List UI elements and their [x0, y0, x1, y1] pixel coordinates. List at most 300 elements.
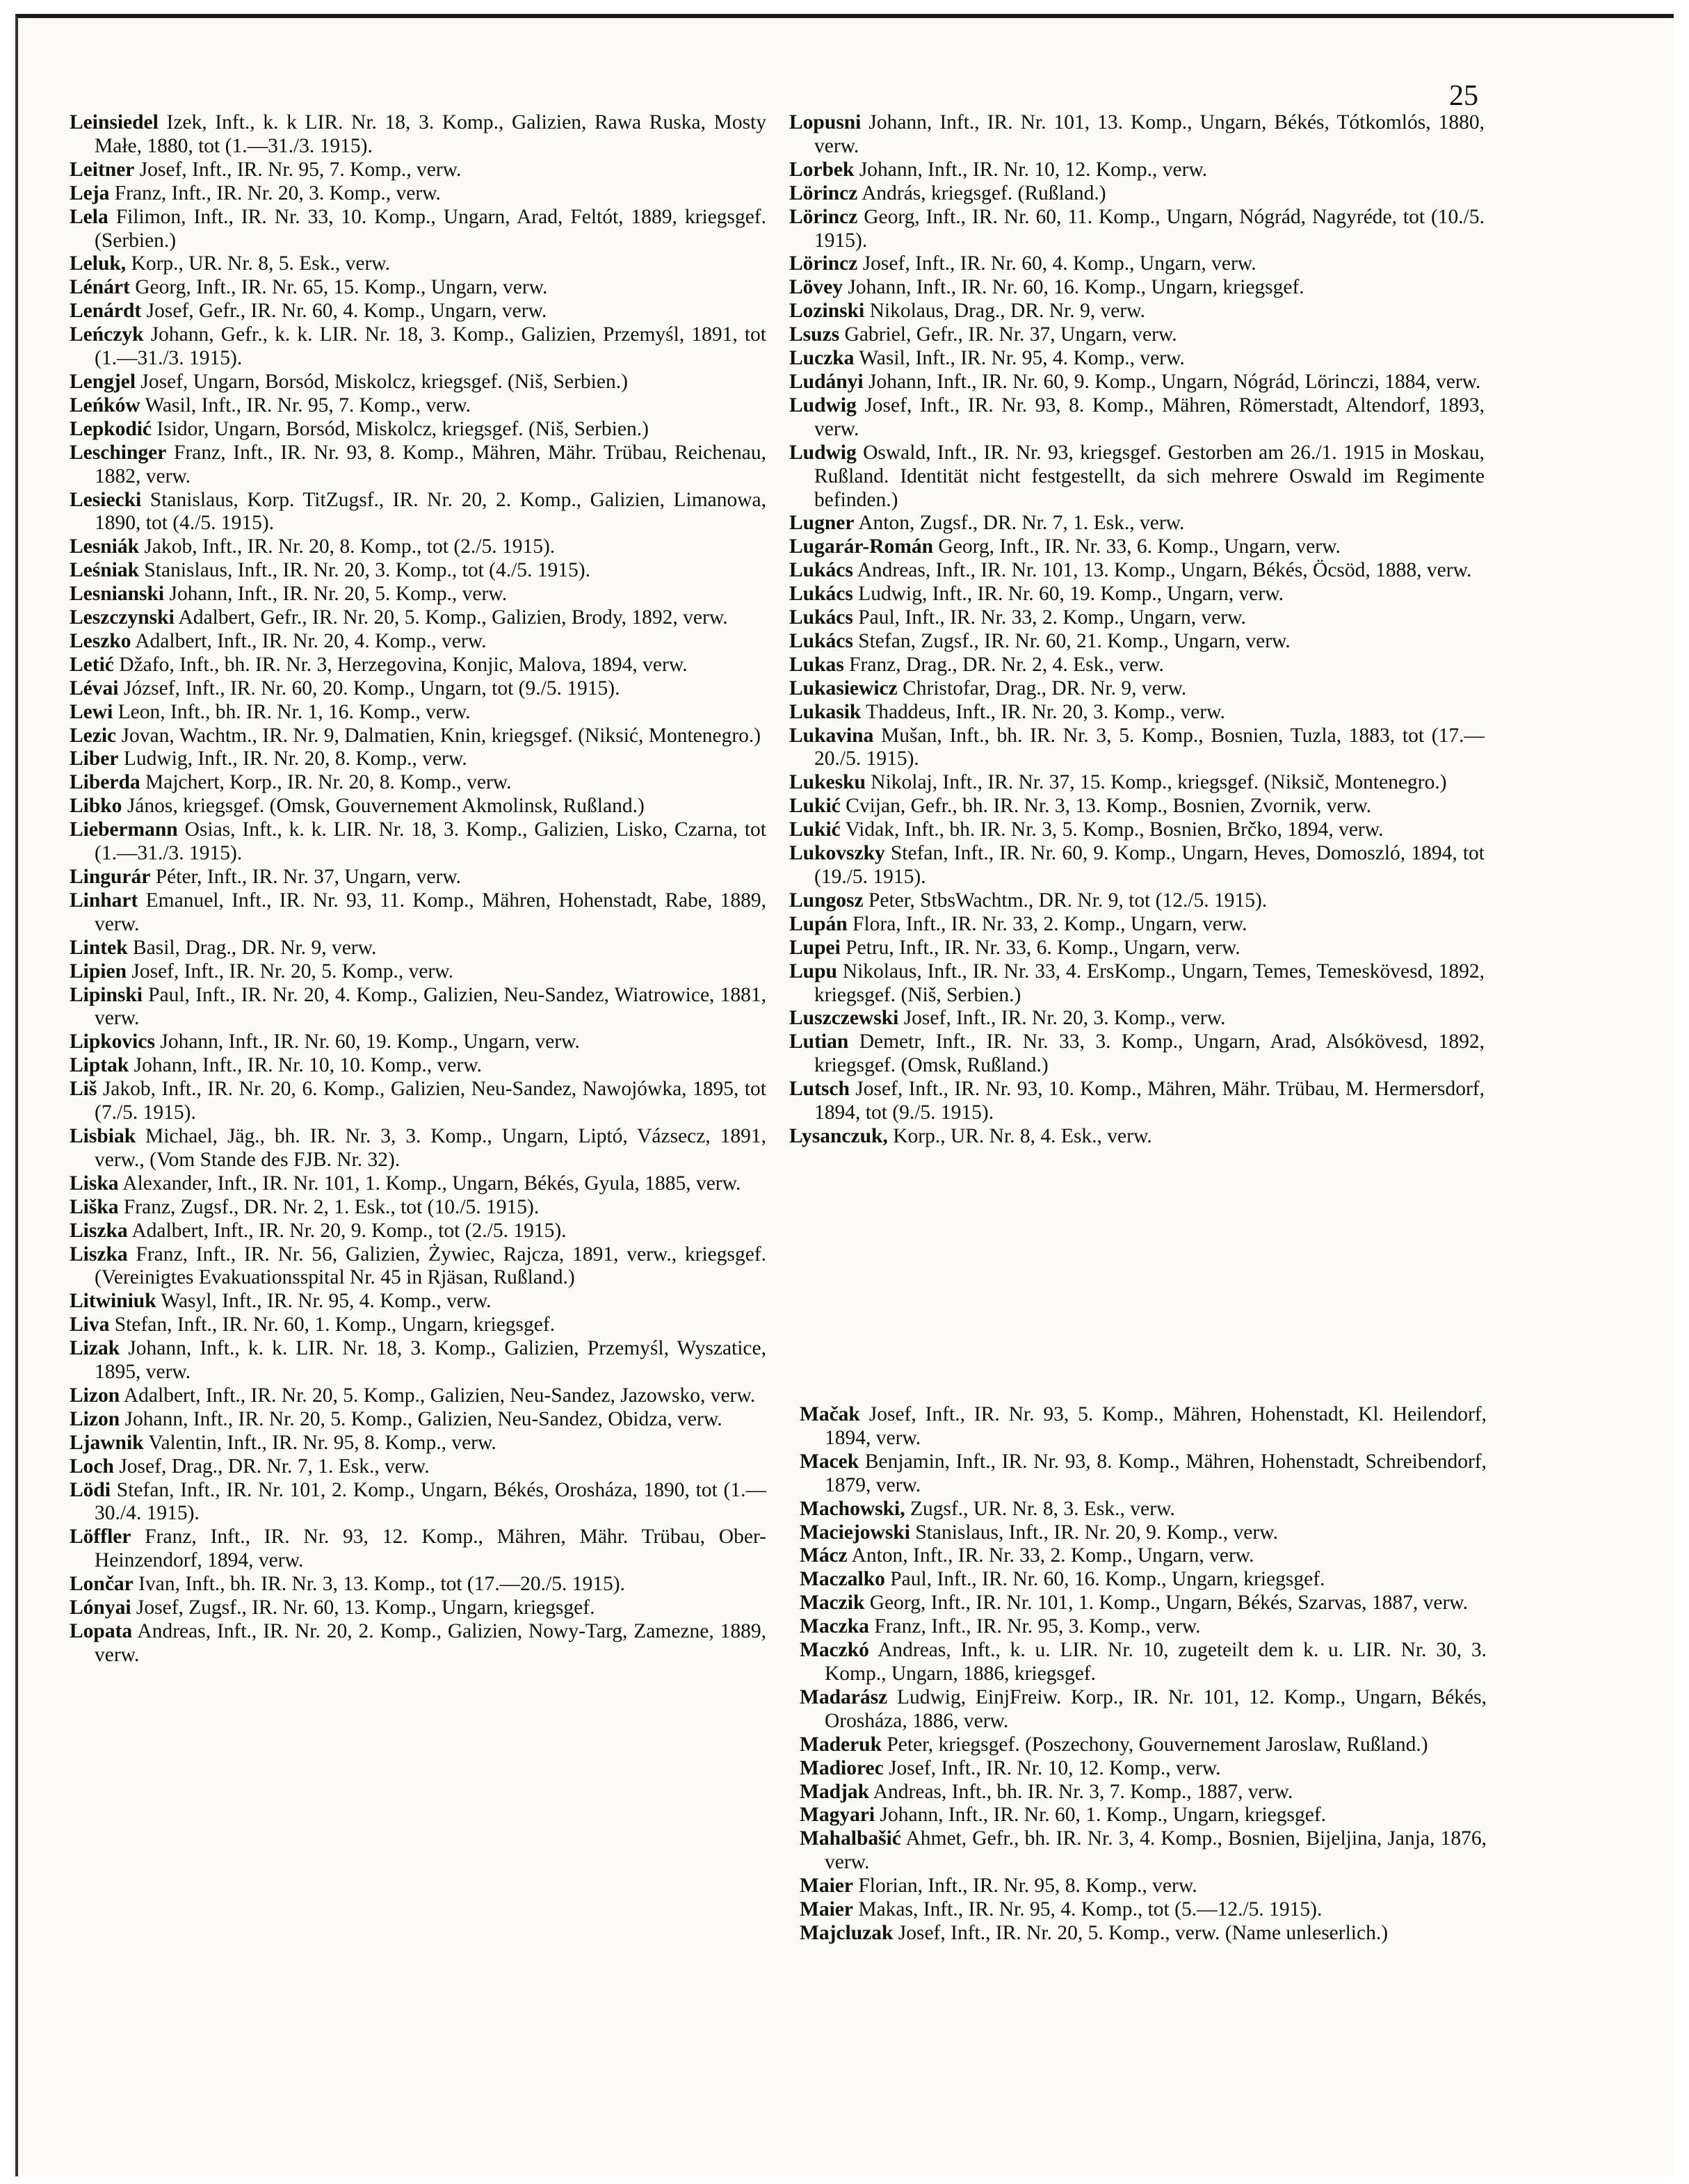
- entry-surname: Leszko: [70, 629, 131, 652]
- register-entry: [800, 1450, 1487, 1498]
- entry-surname: Lela: [70, 205, 108, 228]
- entry-details: Andreas, Inft., IR. Nr. 20, 2. Komp., Galizien, Nowy-Targ, Zamezne, 1889, verw.: [95, 1620, 766, 1666]
- register-entry: [789, 725, 1485, 772]
- entry-surname: Madiorec: [800, 1756, 884, 1779]
- entry-details: Izek, Inft., k. k LIR. Nr. 18, 3. Komp., Galizien, Rawa Ruska, Mosty Małe, 1880, tot (1.—31./3. 1915).: [95, 111, 766, 157]
- entry-details: Thaddeus, Inft., IR. Nr. 20, 3. Komp., verw.: [866, 700, 1225, 723]
- entry-details: Franz, Drag., DR. Nr. 2, 4. Esk., verw.: [849, 653, 1164, 676]
- register-entry: [789, 252, 1485, 276]
- entry-details: Josef, Inft., IR. Nr. 10, 12. Komp., verw.: [889, 1756, 1221, 1779]
- entry-surname: Lugarár-Román: [789, 535, 934, 558]
- register-entry: [789, 1078, 1485, 1125]
- register-entry: [789, 182, 1485, 206]
- entry-details: Nikolaj, Inft., IR. Nr. 37, 15. Komp., kriegsgef. (Niksič, Montenegro.): [871, 771, 1447, 794]
- register-entry: [789, 1007, 1485, 1030]
- register-entry: [789, 795, 1485, 818]
- register-entry: [70, 418, 766, 442]
- register-entry: [70, 677, 766, 701]
- register-entry: [789, 442, 1485, 512]
- entry-surname: Leńków: [70, 394, 140, 416]
- register-entry: [70, 252, 766, 276]
- register-entry: [789, 771, 1485, 795]
- entry-surname: Lezic: [70, 724, 117, 747]
- register-entry: [789, 1125, 1485, 1149]
- entry-details: József, Inft., IR. Nr. 60, 20. Komp., Ungarn, tot (9./5. 1915).: [123, 677, 620, 699]
- entry-surname: Lizak: [70, 1337, 120, 1360]
- entry-surname: Leszczynski: [70, 606, 175, 629]
- entry-surname: Lödi: [70, 1478, 111, 1501]
- entry-details: Makas, Inft., IR. Nr. 95, 4. Komp., tot (5.—12./5. 1915).: [858, 1898, 1323, 1921]
- entry-details: András, kriegsgef. (Rußland.): [862, 181, 1106, 204]
- register-entry: [800, 1781, 1487, 1804]
- register-entry: [70, 725, 766, 748]
- entry-surname: Lévai: [70, 677, 119, 699]
- register-entry: [70, 206, 766, 253]
- entry-surname: Lupei: [789, 936, 841, 959]
- entry-details: Nikolaus, Drag., DR. Nr. 9, verw.: [869, 300, 1145, 323]
- entry-surname: Lepkodić: [70, 417, 152, 440]
- entry-surname: Lesniák: [70, 535, 140, 558]
- entry-details: Florian, Inft., IR. Nr. 95, 8. Komp., verw.: [858, 1875, 1197, 1898]
- entry-details: Wasil, Inft., IR. Nr. 95, 4. Komp., verw.: [859, 347, 1185, 370]
- register-entry: [70, 1125, 766, 1172]
- register-entry: [800, 1639, 1487, 1686]
- entry-details: Adalbert, Inft., IR. Nr. 20, 9. Komp., tot (2./5. 1915).: [131, 1219, 567, 1242]
- entry-surname: Lopusni: [789, 111, 862, 134]
- register-entry: [70, 1220, 766, 1243]
- register-entry: [789, 559, 1485, 583]
- entry-details: Franz, Inft., IR. Nr. 93, 12. Komp., Mähren, Mähr. Trübau, Ober-Heinzendorf, 1894, verw.: [95, 1526, 767, 1572]
- entry-surname: Lukács: [789, 559, 853, 582]
- entry-details: Peter, StbsWachtm., DR. Nr. 9, tot (12./5. 1915).: [868, 889, 1268, 912]
- entry-surname: Maczka: [800, 1615, 869, 1638]
- entry-details: Nikolaus, Inft., IR. Nr. 33, 4. ErsKomp., Ungarn, Temes, Temeskövesd, 1892, kriegsgef. (Niš, Serbien.): [814, 960, 1485, 1006]
- register-entry: [789, 535, 1485, 559]
- entry-surname: Lukács: [789, 606, 853, 629]
- register-entry: [789, 347, 1485, 371]
- entry-details: Flora, Inft., IR. Nr. 33, 2. Komp., Ungarn, verw.: [852, 912, 1247, 935]
- register-entry: [789, 654, 1485, 677]
- register-entry: [789, 606, 1485, 630]
- entry-details: Franz, Inft., IR. Nr. 93, 8. Komp., Mähren, Mähr. Trübau, Reichenau, 1882, verw.: [95, 441, 767, 487]
- register-entry: [70, 535, 766, 559]
- entry-surname: Lizon: [70, 1407, 120, 1430]
- entry-surname: Lizon: [70, 1384, 120, 1407]
- entry-surname: Lugner: [789, 512, 855, 535]
- entry-details: Stanislaus, Korp. TitZugsf., IR. Nr. 20, 2. Komp., Galizien, Limanowa, 1890, tot (4./5. 1915).: [95, 488, 767, 535]
- entry-details: Stanislaus, Inft., IR. Nr. 20, 3. Komp., tot (4./5. 1915).: [144, 559, 590, 582]
- entry-details: Johann, Inft., IR. Nr. 20, 5. Komp., Galizien, Neu-Sandez, Obidza, verw.: [124, 1407, 722, 1430]
- entry-details: Josef, Inft., IR. Nr. 95, 7. Komp., verw.: [139, 158, 462, 181]
- entry-surname: Ludwig: [789, 441, 857, 464]
- entry-details: Josef, Drag., DR. Nr. 7, 1. Esk., verw.: [119, 1455, 430, 1478]
- entry-details: Johann, Gefr., k. k. LIR. Nr. 18, 3. Komp., Galizien, Przemyśl, 1891, tot (1.—31./3. 1915).: [95, 323, 767, 370]
- entry-details: János, kriegsgef. (Omsk, Gouvernement Akmolinsk, Rußland.): [127, 795, 645, 818]
- entry-surname: Maier: [800, 1875, 853, 1898]
- register-entry: [70, 1526, 766, 1573]
- entry-details: Andreas, Inft., k. u. LIR. Nr. 10, zugeteilt dem k. u. LIR. Nr. 30, 3. Komp., Ungarn, 1886, kriegsgef.: [825, 1639, 1487, 1685]
- register-entry: [70, 371, 766, 394]
- entry-details: Stefan, Inft., IR. Nr. 101, 2. Komp., Ungarn, Békés, Orosháza, 1890, tot (1.—30./4. 1915).: [95, 1478, 766, 1525]
- register-entry: [70, 1479, 766, 1526]
- register-entry: [800, 1898, 1487, 1922]
- entry-details: Georg, Inft., IR. Nr. 33, 6. Komp., Ungarn, verw.: [938, 535, 1341, 558]
- entry-surname: Lintek: [70, 936, 128, 959]
- entry-details: Peter, kriegsgef. (Poszechony, Gouvernement Jaroslaw, Rußland.): [887, 1733, 1428, 1756]
- entry-surname: Lupu: [789, 960, 837, 982]
- right-column-m-section: [800, 1403, 1487, 1946]
- entry-surname: Lengjel: [70, 370, 136, 393]
- entry-surname: Lipinski: [70, 983, 143, 1006]
- entry-surname: Lutian: [789, 1030, 849, 1053]
- entry-surname: Mácz: [800, 1544, 848, 1567]
- entry-surname: Ludwig: [789, 394, 857, 416]
- entry-surname: Lukács: [789, 583, 853, 606]
- entry-details: Paul, Inft., IR. Nr. 60, 16. Komp., Ungarn, kriegsgef.: [890, 1568, 1325, 1591]
- entry-details: Josef, Inft., IR. Nr. 93, 5. Komp., Mähren, Hohenstadt, Kl. Heilendorf, 1894, verw.: [825, 1403, 1487, 1449]
- register-entry: [70, 960, 766, 984]
- entry-surname: Liebermann: [70, 818, 178, 841]
- entry-details: Gabriel, Gefr., IR. Nr. 37, Ungarn, verw.: [844, 323, 1177, 346]
- entry-surname: Majcluzak: [800, 1921, 894, 1944]
- register-entry: [70, 300, 766, 323]
- entry-surname: Leńczyk: [70, 323, 144, 346]
- entry-surname: Lesnianski: [70, 583, 165, 606]
- entry-details: Stanislaus, Inft., IR. Nr. 20, 9. Komp., verw.: [915, 1521, 1278, 1544]
- entry-surname: Liszka: [70, 1219, 128, 1242]
- entry-surname: Lipien: [70, 960, 127, 982]
- register-entry: [789, 300, 1485, 323]
- register-entry: [789, 1030, 1485, 1078]
- register-entry: [70, 1196, 766, 1220]
- register-entry: [789, 583, 1485, 606]
- entry-surname: Lövey: [789, 276, 843, 299]
- entry-details: Johann, Inft., IR. Nr. 20, 5. Komp., verw.: [169, 583, 508, 606]
- entry-details: Péter, Inft., IR. Nr. 37, Ungarn, verw.: [155, 866, 462, 888]
- register-entry: [70, 1030, 766, 1054]
- entry-details: Johann, Inft., IR. Nr. 10, 12. Komp., verw.: [859, 158, 1208, 181]
- entry-details: Korp., UR. Nr. 8, 4. Esk., verw.: [893, 1124, 1152, 1147]
- entry-surname: Lingurár: [70, 866, 151, 888]
- entry-surname: Leitner: [70, 158, 135, 181]
- entry-surname: Luczka: [789, 347, 855, 370]
- entry-details: Wasil, Inft., IR. Nr. 95, 7. Komp., verw.: [145, 394, 471, 416]
- entry-details: Stefan, Inft., IR. Nr. 60, 1. Komp., Ungarn, kriegsgef.: [114, 1313, 556, 1336]
- register-entry: [800, 1757, 1487, 1781]
- entry-surname: Lukić: [789, 818, 841, 841]
- register-entry: [800, 1615, 1487, 1639]
- entry-surname: Mačak: [800, 1403, 860, 1425]
- entry-surname: Lutsch: [789, 1078, 850, 1101]
- entry-surname: Magyari: [800, 1804, 875, 1827]
- register-entry: [800, 1498, 1487, 1521]
- entry-surname: Lupán: [789, 912, 848, 935]
- entry-surname: Lörincz: [789, 181, 858, 204]
- entry-surname: Lisbiak: [70, 1124, 136, 1147]
- register-entry: [789, 159, 1485, 182]
- entry-surname: Lungosz: [789, 889, 864, 912]
- entry-details: Petru, Inft., IR. Nr. 33, 6. Komp., Ungarn, verw.: [846, 936, 1241, 959]
- entry-details: Zugsf., UR. Nr. 8, 3. Esk., verw.: [910, 1497, 1175, 1520]
- register-entry: [789, 323, 1485, 347]
- entry-details: Filimon, Inft., IR. Nr. 33, 10. Komp., Ungarn, Arad, Feltót, 1889, kriegsgef. (Serbien.): [95, 205, 767, 252]
- entry-surname: Ljawnik: [70, 1431, 144, 1454]
- register-entry: [789, 937, 1485, 960]
- entry-details: Josef, Inft., IR. Nr. 20, 3. Komp., verw.: [903, 1007, 1226, 1030]
- entry-details: Wasyl, Inft., IR. Nr. 95, 4. Komp., verw.: [161, 1290, 492, 1313]
- register-entry: [789, 394, 1485, 442]
- entry-details: Alexander, Inft., IR. Nr. 101, 1. Komp., Ungarn, Békés, Gyula, 1885, verw.: [122, 1172, 741, 1195]
- entry-surname: Lénárt: [70, 276, 130, 299]
- register-entry: [789, 889, 1485, 913]
- register-entry: [800, 1592, 1487, 1615]
- register-entry: [800, 1686, 1487, 1733]
- entry-details: Jovan, Wachtm., IR. Nr. 9, Dalmatien, Knin, kriegsgef. (Niksić, Montenegro.): [121, 724, 761, 747]
- register-entry: [789, 512, 1485, 535]
- register-entry: [70, 111, 766, 159]
- register-entry: [70, 1172, 766, 1196]
- entry-surname: Litwiniuk: [70, 1290, 156, 1313]
- entry-details: Georg, Inft., IR. Nr. 60, 11. Komp., Ungarn, Nógrád, Nagyréde, tot (10./5. 1915).: [814, 205, 1485, 252]
- entry-surname: Lončar: [70, 1573, 134, 1596]
- entry-details: Josef, Inft., IR. Nr. 20, 5. Komp., verw.: [131, 960, 454, 982]
- entry-details: Demetr, Inft., IR. Nr. 33, 3. Komp., Ungarn, Arad, Alsókövesd, 1892, kriegsgef. (Omsk, Rußland.): [814, 1030, 1485, 1077]
- entry-surname: Lopata: [70, 1620, 133, 1642]
- entry-surname: Lukić: [789, 795, 841, 818]
- entry-surname: Lukas: [789, 653, 844, 676]
- entry-details: Jakob, Inft., IR. Nr. 20, 8. Komp., tot (2./5. 1915).: [144, 535, 556, 558]
- register-entry: [800, 1544, 1487, 1568]
- register-entry: [789, 701, 1485, 725]
- register-entry: [70, 182, 766, 206]
- register-entry: [70, 747, 766, 771]
- register-entry: [70, 1408, 766, 1432]
- entry-details: Josef, Inft., IR. Nr. 93, 10. Komp., Mähren, Mähr. Trübau, M. Hermersdorf, 1894, tot (9./5. 1915).: [814, 1078, 1485, 1124]
- entry-details: Franz, Inft., IR. Nr. 20, 3. Komp., verw.: [114, 181, 441, 204]
- entry-surname: Liber: [70, 747, 119, 770]
- entry-details: Adalbert, Inft., IR. Nr. 20, 4. Komp., verw.: [135, 629, 487, 652]
- entry-details: Isidor, Ungarn, Borsód, Miskolcz, kriegsgef. (Niš, Serbien.): [156, 417, 649, 440]
- entry-surname: Leja: [70, 181, 110, 204]
- entry-details: Stefan, Zugsf., IR. Nr. 60, 21. Komp., Ungarn, verw.: [858, 629, 1291, 652]
- entry-details: Anton, Inft., IR. Nr. 33, 2. Komp., Ungarn, verw.: [851, 1544, 1254, 1567]
- register-entry: [800, 1875, 1487, 1898]
- register-entry: [70, 1596, 766, 1620]
- entry-details: Georg, Inft., IR. Nr. 101, 1. Komp., Ungarn, Békés, Szarvas, 1887, verw.: [869, 1592, 1469, 1615]
- entry-surname: Maderuk: [800, 1733, 882, 1756]
- entry-surname: Leluk,: [70, 252, 127, 275]
- register-entry: [789, 677, 1485, 701]
- entry-surname: Mahalbašić: [800, 1827, 901, 1850]
- right-column: [789, 111, 1485, 1149]
- register-entry: [70, 771, 766, 795]
- entry-surname: Maczik: [800, 1592, 865, 1615]
- entry-details: Paul, Inft., IR. Nr. 33, 2. Komp., Ungarn, verw.: [858, 606, 1246, 629]
- entry-details: Cvijan, Gefr., bh. IR. Nr. 3, 13. Komp., Bosnien, Zvornik, verw.: [846, 795, 1372, 818]
- register-entry: [70, 1337, 766, 1384]
- entry-details: Adalbert, Inft., IR. Nr. 20, 5. Komp., Galizien, Neu-Sandez, Jazowsko, verw.: [123, 1384, 756, 1407]
- entry-details: Michael, Jäg., bh. IR. Nr. 3, 3. Komp., Ungarn, Liptó, Vázsecz, 1891, verw., (Vom Stande des FJB. Nr. 32).: [95, 1124, 766, 1171]
- entry-details: Johann, Inft., IR. Nr. 101, 13. Komp., Ungarn, Békés, Tótkomlós, 1880, verw.: [814, 111, 1485, 157]
- register-entry: [70, 654, 766, 677]
- entry-details: Josef, Inft., IR. Nr. 20, 5. Komp., verw. (Name unleserlich.): [898, 1921, 1389, 1944]
- register-entry: [70, 583, 766, 606]
- entry-surname: Lukovszky: [789, 842, 885, 865]
- entry-details: Johann, Inft., IR. Nr. 60, 16. Komp., Ungarn, kriegsgef.: [848, 276, 1304, 299]
- entry-surname: Lewi: [70, 700, 113, 723]
- register-entry: [70, 442, 766, 489]
- entry-details: Adalbert, Gefr., IR. Nr. 20, 5. Komp., Galizien, Brody, 1892, verw.: [178, 606, 728, 629]
- entry-details: Ludwig, Inft., IR. Nr. 20, 8. Komp., verw.: [123, 747, 467, 770]
- entry-surname: Leinsiedel: [70, 111, 159, 134]
- entry-surname: Madarász: [800, 1685, 888, 1708]
- left-column: [70, 111, 766, 1667]
- register-entry: [800, 1403, 1487, 1450]
- register-entry: [789, 630, 1485, 654]
- entry-surname: Lukavina: [789, 724, 874, 747]
- entry-details: Jakob, Inft., IR. Nr. 20, 6. Komp., Galizien, Neu-Sandez, Nawojówka, 1895, tot (7./5. 1915).: [95, 1078, 767, 1124]
- entry-details: Josef, Inft., IR. Nr. 93, 8. Komp., Mähren, Römerstadt, Altendorf, 1893, verw.: [814, 394, 1485, 440]
- entry-details: Majchert, Korp., IR. Nr. 20, 8. Komp., verw.: [145, 771, 512, 794]
- entry-surname: Leschinger: [70, 441, 167, 464]
- register-entry: [70, 1455, 766, 1479]
- entry-surname: Libko: [70, 795, 122, 818]
- entry-surname: Leśniak: [70, 559, 140, 582]
- register-entry: [800, 1827, 1487, 1875]
- register-entry: [70, 866, 766, 889]
- entry-details: Basil, Drag., DR. Nr. 9, verw.: [132, 936, 377, 959]
- entry-details: Franz, Inft., IR. Nr. 95, 3. Komp., verw.: [874, 1615, 1201, 1638]
- entry-surname: Lukasik: [789, 700, 862, 723]
- entry-details: Johann, Inft., k. k. LIR. Nr. 18, 3. Komp., Galizien, Przemyśl, Wyszatice, 1895, verw.: [95, 1337, 766, 1384]
- register-entry: [800, 1568, 1487, 1592]
- entry-details: Franz, Zugsf., DR. Nr. 2, 1. Esk., tot (10./5. 1915).: [123, 1195, 540, 1218]
- register-entry: [70, 818, 766, 866]
- register-entry: [789, 111, 1485, 159]
- entry-surname: Maciejowski: [800, 1521, 910, 1544]
- register-entry: [800, 1521, 1487, 1545]
- register-entry: [70, 701, 766, 725]
- entry-details: Andreas, Inft., bh. IR. Nr. 3, 7. Komp., 1887, verw.: [873, 1780, 1293, 1803]
- register-entry: [70, 1384, 766, 1408]
- entry-surname: Machowski,: [800, 1497, 905, 1520]
- entry-surname: Liberda: [70, 771, 140, 794]
- register-entry: [70, 1078, 766, 1125]
- entry-surname: Lenárdt: [70, 300, 142, 323]
- entry-details: Ludwig, EinjFreiw. Korp., IR. Nr. 101, 12. Komp., Ungarn, Békés, Orosháza, 1886, verw.: [825, 1685, 1487, 1732]
- entry-surname: Linhart: [70, 889, 138, 912]
- entry-surname: Liška: [70, 1195, 119, 1218]
- entry-details: Osias, Inft., k. k. LIR. Nr. 18, 3. Komp., Galizien, Lisko, Czarna, tot (1.—31./3. 1915).: [95, 818, 766, 865]
- register-entry: [800, 1733, 1487, 1757]
- entry-surname: Maczalko: [800, 1568, 885, 1591]
- entry-details: Christofar, Drag., DR. Nr. 9, verw.: [903, 677, 1187, 699]
- entry-surname: Lsuzs: [789, 323, 840, 346]
- entry-details: Johann, Inft., IR. Nr. 60, 1. Komp., Ungarn, kriegsgef.: [880, 1804, 1327, 1827]
- entry-details: Josef, Zugsf., IR. Nr. 60, 13. Komp., Ungarn, kriegsgef.: [136, 1596, 595, 1619]
- register-entry: [789, 371, 1485, 394]
- register-entry: [70, 606, 766, 630]
- entry-details: Johann, Inft., IR. Nr. 60, 19. Komp., Ungarn, verw.: [160, 1030, 580, 1053]
- register-entry: [70, 630, 766, 654]
- register-entry: [789, 960, 1485, 1008]
- register-entry: [70, 1054, 766, 1078]
- entry-surname: Lysanczuk,: [789, 1124, 888, 1147]
- register-entry: [70, 394, 766, 418]
- register-entry: [800, 1804, 1487, 1827]
- entry-details: Mušan, Inft., bh. IR. Nr. 3, 5. Komp., Bosnien, Tuzla, 1883, tot (17.—20./5. 1915).: [814, 724, 1485, 770]
- entry-details: Benjamin, Inft., IR. Nr. 93, 8. Komp., Mähren, Hohenstadt, Schreibendorf, 1879, verw.: [825, 1450, 1487, 1496]
- register-entry: [70, 1432, 766, 1455]
- entry-details: Stefan, Inft., IR. Nr. 60, 9. Komp., Ungarn, Heves, Domoszló, 1894, tot (19./5. 1915).: [814, 842, 1485, 888]
- entry-surname: Lozinski: [789, 300, 865, 323]
- entry-surname: Maier: [800, 1898, 853, 1921]
- entry-surname: Liva: [70, 1313, 110, 1336]
- entry-details: Korp., UR. Nr. 8, 5. Esk., verw.: [131, 252, 391, 275]
- register-entry: [70, 1313, 766, 1337]
- register-entry: [70, 937, 766, 960]
- entry-surname: Lukesku: [789, 771, 866, 794]
- page-number: 25: [1449, 80, 1478, 112]
- entry-details: Andreas, Inft., IR. Nr. 101, 13. Komp., Ungarn, Békés, Öcsöd, 1888, verw.: [857, 559, 1472, 582]
- entry-surname: Macek: [800, 1450, 859, 1473]
- entry-details: Johann, Inft., IR. Nr. 60, 9. Komp., Ungarn, Nógrád, Lörinczi, 1884, verw.: [868, 370, 1481, 393]
- register-entry: [789, 842, 1485, 889]
- entry-details: Josef, Ungarn, Borsód, Miskolcz, kriegsgef. (Niš, Serbien.): [140, 370, 628, 393]
- entry-details: Ivan, Inft., bh. IR. Nr. 3, 13. Komp., tot (17.—20./5. 1915).: [138, 1573, 625, 1596]
- entry-details: Josef, Inft., IR. Nr. 60, 4. Komp., Ungarn, verw.: [862, 252, 1256, 275]
- register-entry: [70, 276, 766, 300]
- entry-surname: Lipkovics: [70, 1030, 155, 1053]
- entry-surname: Letić: [70, 653, 114, 676]
- entry-details: Oswald, Inft., IR. Nr. 93, kriegsgef. Gestorben am 26./1. 1915 in Moskau, Rußland. Identität nicht festgestellt, da sich mehrere Oswald im Regimente befinden.): [814, 441, 1485, 511]
- entry-surname: Liš: [70, 1078, 97, 1101]
- entry-surname: Lukács: [789, 629, 853, 652]
- entry-details: Georg, Inft., IR. Nr. 65, 15. Komp., Ungarn, verw.: [135, 276, 548, 299]
- entry-surname: Lörincz: [789, 205, 858, 228]
- register-entry: [70, 323, 766, 371]
- entry-details: Leon, Inft., bh. IR. Nr. 1, 16. Komp., verw.: [118, 700, 471, 723]
- register-entry: [70, 559, 766, 583]
- register-entry: [70, 984, 766, 1031]
- entry-surname: Lónyai: [70, 1596, 131, 1619]
- entry-surname: Loch: [70, 1455, 114, 1478]
- entry-details: Džafo, Inft., bh. IR. Nr. 3, Herzegovina, Konjic, Malova, 1894, verw.: [119, 653, 688, 676]
- entry-surname: Löffler: [70, 1526, 131, 1548]
- entry-details: Franz, Inft., IR. Nr. 56, Galizien, Żywiec, Rajcza, 1891, verw., kriegsgef. (Vereinigtes Evakuationsspital Nr. 45 in Rjäsan, Rußland.): [95, 1243, 767, 1289]
- register-entry: [789, 206, 1485, 253]
- register-entry: [70, 795, 766, 818]
- entry-details: Paul, Inft., IR. Nr. 20, 4. Komp., Galizien, Neu-Sandez, Wiatrowice, 1881, verw.: [95, 983, 767, 1030]
- entry-surname: Lörincz: [789, 252, 858, 275]
- register-entry: [70, 1620, 766, 1667]
- register-entry: [789, 913, 1485, 937]
- entry-surname: Madjak: [800, 1780, 869, 1803]
- register-entry: [70, 1290, 766, 1313]
- entry-surname: Lorbek: [789, 158, 855, 181]
- entry-details: Vidak, Inft., bh. IR. Nr. 3, 5. Komp., Bosnien, Brčko, 1894, verw.: [845, 818, 1384, 841]
- entry-details: Ludwig, Inft., IR. Nr. 60, 19. Komp., Ungarn, verw.: [858, 583, 1284, 606]
- entry-details: Johann, Inft., IR. Nr. 10, 10. Komp., verw.: [134, 1054, 482, 1077]
- entry-surname: Liszka: [70, 1243, 128, 1265]
- entry-surname: Maczkó: [800, 1639, 869, 1662]
- entry-surname: Lesiecki: [70, 488, 142, 511]
- register-entry: [70, 1243, 766, 1291]
- entry-details: Anton, Zugsf., DR. Nr. 7, 1. Esk., verw.: [858, 512, 1185, 535]
- register-entry: [789, 276, 1485, 300]
- entry-surname: Liska: [70, 1172, 119, 1195]
- entry-details: Emanuel, Inft., IR. Nr. 93, 11. Komp., Mähren, Hohenstadt, Rabe, 1889, verw.: [95, 889, 767, 935]
